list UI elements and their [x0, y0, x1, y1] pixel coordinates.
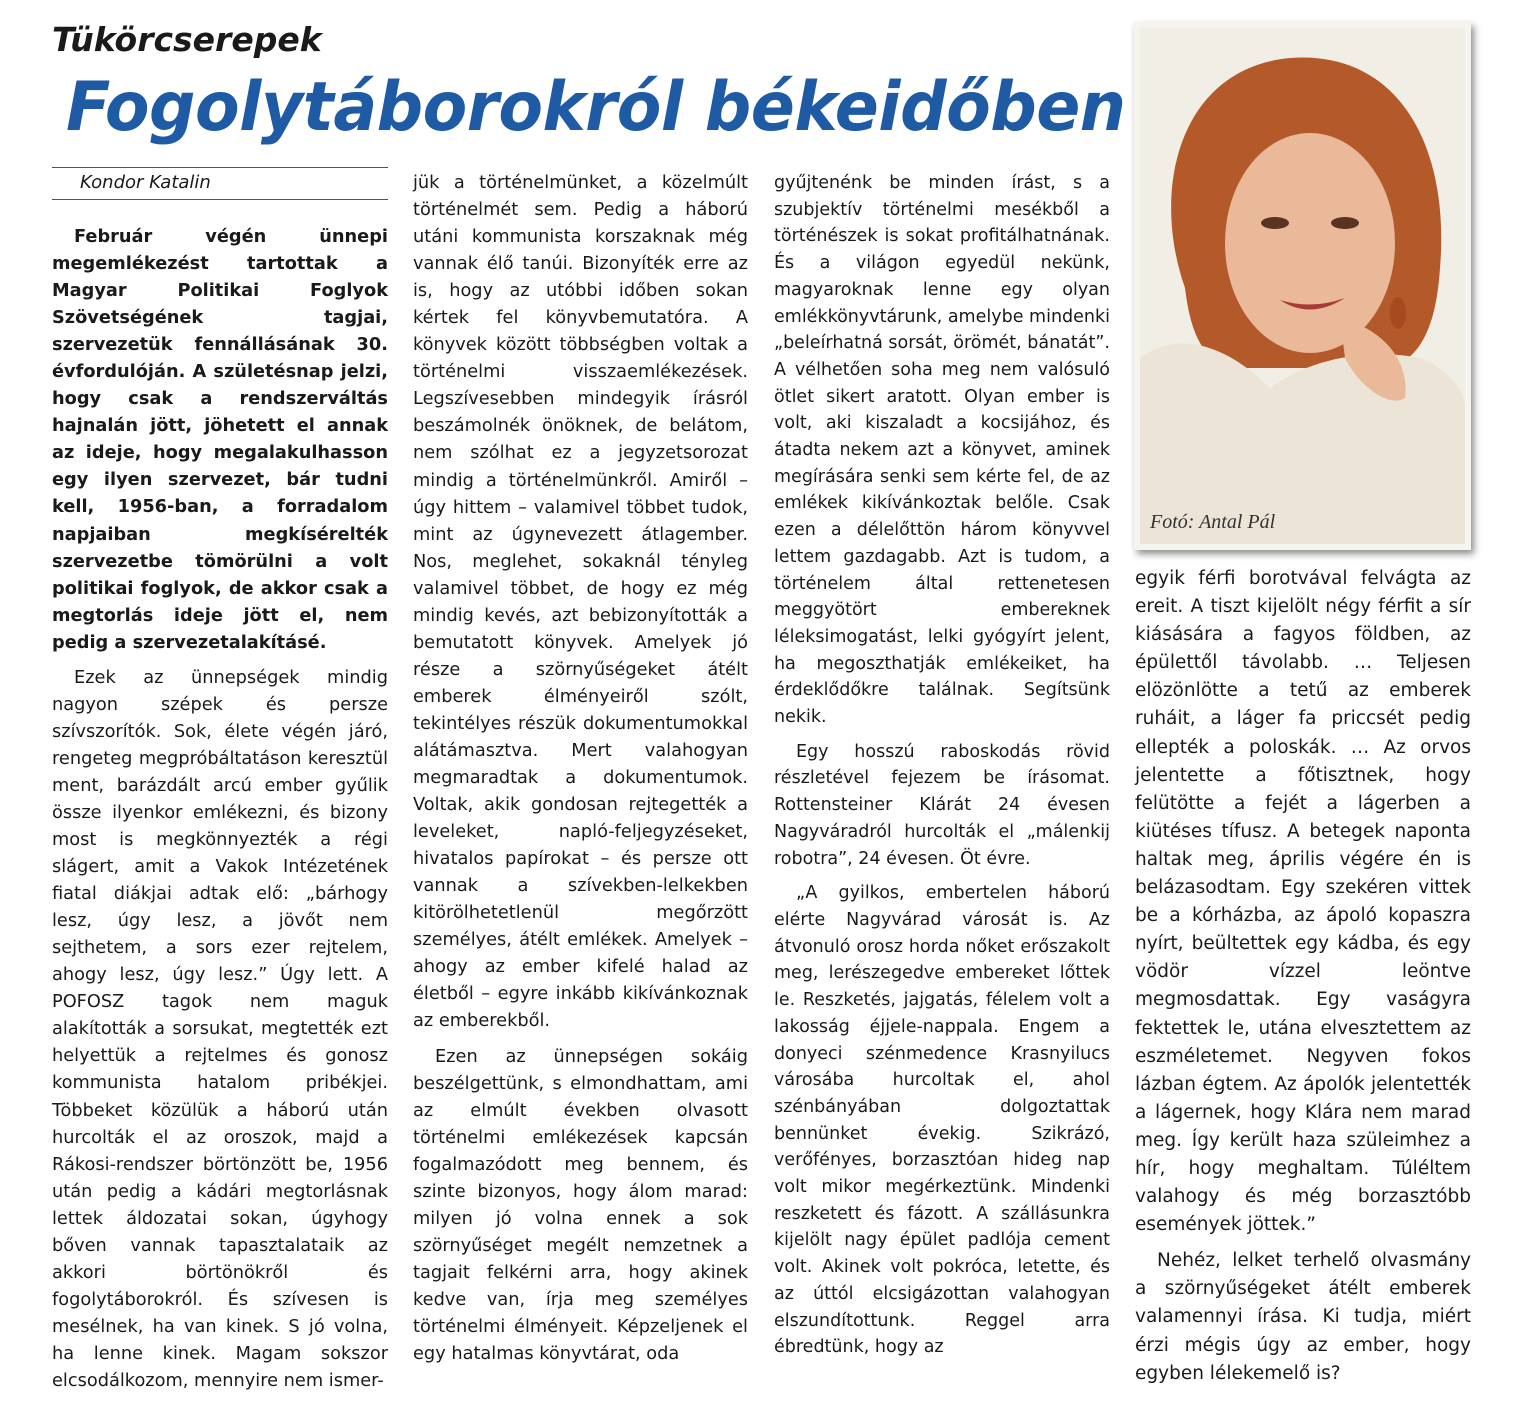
- article-column-2: [413, 170, 748, 1376]
- quote-paragraph: „A gyilkos, embertelen háború elérte Nagyvárad városát is. Az átvonuló orosz horda nőket erőszakolt meg, lerészegedve embereket lőttek le. Reszketés, jajgatás, félelem volt a lakosság éjjele-nappala. Engem a donyeci szénmedence Krasnyilucs városába hurcoltak el, ahol szénbányában dolgoztattak bennünket évekig. Szikrázó, verőfényes, borzasztóan hideg nap volt mikor megérkeztünk. Mindenki reszketett és fázott. A szállásunkra kijelölt nagy épület padlója cement volt. Akinek volt pokróca, letette, és az úttól elcsigázottan valahogyan elszundítottunk. Reggel arra ébredtünk, hogy az: [774, 883, 1110, 1358]
- author-photo: [1134, 22, 1471, 550]
- body-paragraph: jük a történelmünket, a közelmúlt történelmét sem. Pedig a háború utáni kommunista korszaknak még vannak élő tanúi. Bizonyíték erre az is, hogy az utóbbi időben sokan kértek fel könyvbemutatóra. A könyvek között többségben voltak a történelmi visszaemlékezések. Legszívesebben mindegyik írásról beszámolnék önöknek, de belátom, nem szólhat ez a jegyzetsorozat mindig a történelmünkről. Amiről – úgy hittem – valamivel többet tudok, mint az úgynevezett átlagember. Nos, meglehet, sokaknál tényleg valamivel többet, de hogy ez még mindig kevés, azt bebizonyították a bemutatott könyvek. Amelyek jó része a szörnyűségeket átélt emberek élményeiről szólt, tekintélyes részük dokumentumokkal alátámasztva. Mert valahogyan megmaradtak a dokumentumok. Voltak, akik gondosan rejtegették a leveleket, napló-feljegyzéseket, hivatalos papírokat – és persze ott vannak a szívekben-lelkekben kitörölhetetlenül megőrzött személyes, átélt emlékek. Amelyek – ahogy az ember kifelé halad az életből – egyre inkább kikívánkoznak az emberekből.: [413, 173, 748, 1032]
- body-paragraph: gyűjtenénk be minden írást, s a szubjektív történelmi mesékből a történészek is sokat profitálhatnának. És a világon egyedül nekünk, magyaroknak lenne egy olyan emlékkönyvtárunk, amelybe mindenki „beleírhatná sorsát, örömét, bánatát”. A vélhetően soha meg nem valósuló ötlet sikert aratott. Olyan ember is volt, aki kiszaladt a kocsijához, és átadta nekem azt a könyvet, aminek megírására senki sem kérte fel, de az emlékek kikívánkoztak belőle. Csak ezen a délelőttön három könyvvel lettem gazdagabb. Azt is tudom, a történelem által rettenetesen meggyötört embereknek léleksimogatást, lelki gyógyírt jelent, ha megoszthatják emlékeiket, ha érdeklődőkre találnak. Segítsünk nekik.: [774, 173, 1110, 728]
- photo-signature: Fotó: Antal Pál: [1150, 511, 1276, 533]
- article-column-1: [52, 224, 388, 1403]
- left-eye: [1261, 217, 1289, 229]
- article-column-4: [1135, 565, 1471, 1396]
- portrait-image: [1140, 28, 1465, 544]
- section-kicker: Tükörcserepek: [52, 20, 322, 59]
- body-paragraph: Egy hosszú raboskodás rövid részletével fejezem be írásomat. Rottensteiner Klárát 24 évesen Nagyváradról hurcolták el „málenkij robotra”, 24 évesen. Öt évre.: [774, 741, 1110, 869]
- earring: [1390, 297, 1406, 329]
- body-paragraph: Ezen az ünnepségen sokáig beszélgettünk, s elmondhattam, ami az elmúlt években olvasott történelmi emlékezések kapcsán fogalmazódott meg bennem, és szinte bizonyos, hogy álom marad: milyen jó volna ennek a sok szörnyűséget megélt nemzetnek a tagjait felkérni arra, hogy akinek kedve van, írja meg személyes történelmi élményeit. Képzeljenek el egy hatalmas könyvtárat, oda: [413, 1046, 748, 1365]
- article-headline: Fogolytáborokról békeidőben: [66, 68, 1126, 147]
- author-byline: Kondor Katalin: [80, 172, 211, 193]
- byline-top-rule: [52, 167, 388, 168]
- face-shape: [1225, 133, 1395, 353]
- body-paragraph: Nehéz, lelket terhelő olvasmány a szörnyűségeket átélt emberek valamennyi írása. Ki tudja, miért érzi mégis úgy az ember, hogy egyben lélekemelő is?: [1135, 1250, 1471, 1384]
- byline-bottom-rule: [52, 199, 388, 200]
- quote-paragraph: egyik férfi borotvával felvágta az ereit. A tiszt kijelölt négy férfit a sír kiásására a fagyos földben, az épülettől távolabb. … Teljesen elözönlötte a tetű az emberek ruháit, a láger fa priccsét pedig ellepték a poloskák. … Az orvos jelentette a főtisztnek, hogy felütötte a fejét a lágerben a kiütéses tífusz. A betegek naponta haltak meg, április végére én is belázasodtam. Egy szekéren vittek be a kórházba, az ápoló kopaszra nyírt, beültettek egy kádba, és egy vödör vízzel leöntve megmosdattak. Egy vaságyra fektettek le, utána elvesztettem az eszméletemet. Negyven fokos lázban égtem. Az ápolók jelentették a lágernek, hogy Klára nem marad meg. Így került haza szüleimhez a hír, hogy meghaltam. Túléltem valahogy és még borzasztóbb események jöttek.”: [1135, 568, 1471, 1236]
- right-eye: [1331, 217, 1359, 229]
- body-paragraph: Ezek az ünnepségek mindig nagyon szépek és persze szívszorítók. Sok, élete végén járó, rengeteg megpróbáltatáson keresztül ment, barázdált arcú ember gyűlik össze ilyenkor emlékezni, és bizony most is megkönnyezték a régi slágert, amit a Vakok Intézetének fiatal diákjai adtak elő: „bárhogy lesz, úgy lesz, a jövőt nem sejthetem, a sors ezer rejtelem, ahogy lesz, úgy lesz.” Úgy lett. A POFOSZ tagok nem maguk alakították a sorsukat, megtették ezt helyettük a rejtelmes és gonosz kommunista hatalom pribékjei. Többeket közülük a háború után hurcolták el az oroszok, majd a Rákosi-rendszer börtönzött be, 1956 után pedig a kádári megtorlásnak lettek áldozatai sokan, úgyhogy bőven vannak tapasztalataik az akkori börtönökről és fogolytáborokról. És szívesen is mesélnek, ha van kinek. S jó volna, ha lenne kinek. Magam sokszor elcsodálkozom, mennyire nem ismer-: [52, 667, 388, 1391]
- article-column-3: [774, 170, 1110, 1369]
- lead-paragraph: Február végén ünnepi megemlékezést tartottak a Magyar Politikai Foglyok Szövetségének tagjai, szervezetük fennállásának 30. évfordulóján. A születésnap jelzi, hogy csak a rendszerváltás hajnalán jött, jöhetett el annak az ideje, hogy megalakulhasson egy ilyen szervezet, bár tudni kell, 1956-ban, a forradalom napjaiban megkísérelték szervezetbe tömörülni a volt politikai foglyok, de akkor csak a megtorlás ideje jött el, nem pedig a szervezetalakításé.: [52, 227, 388, 653]
